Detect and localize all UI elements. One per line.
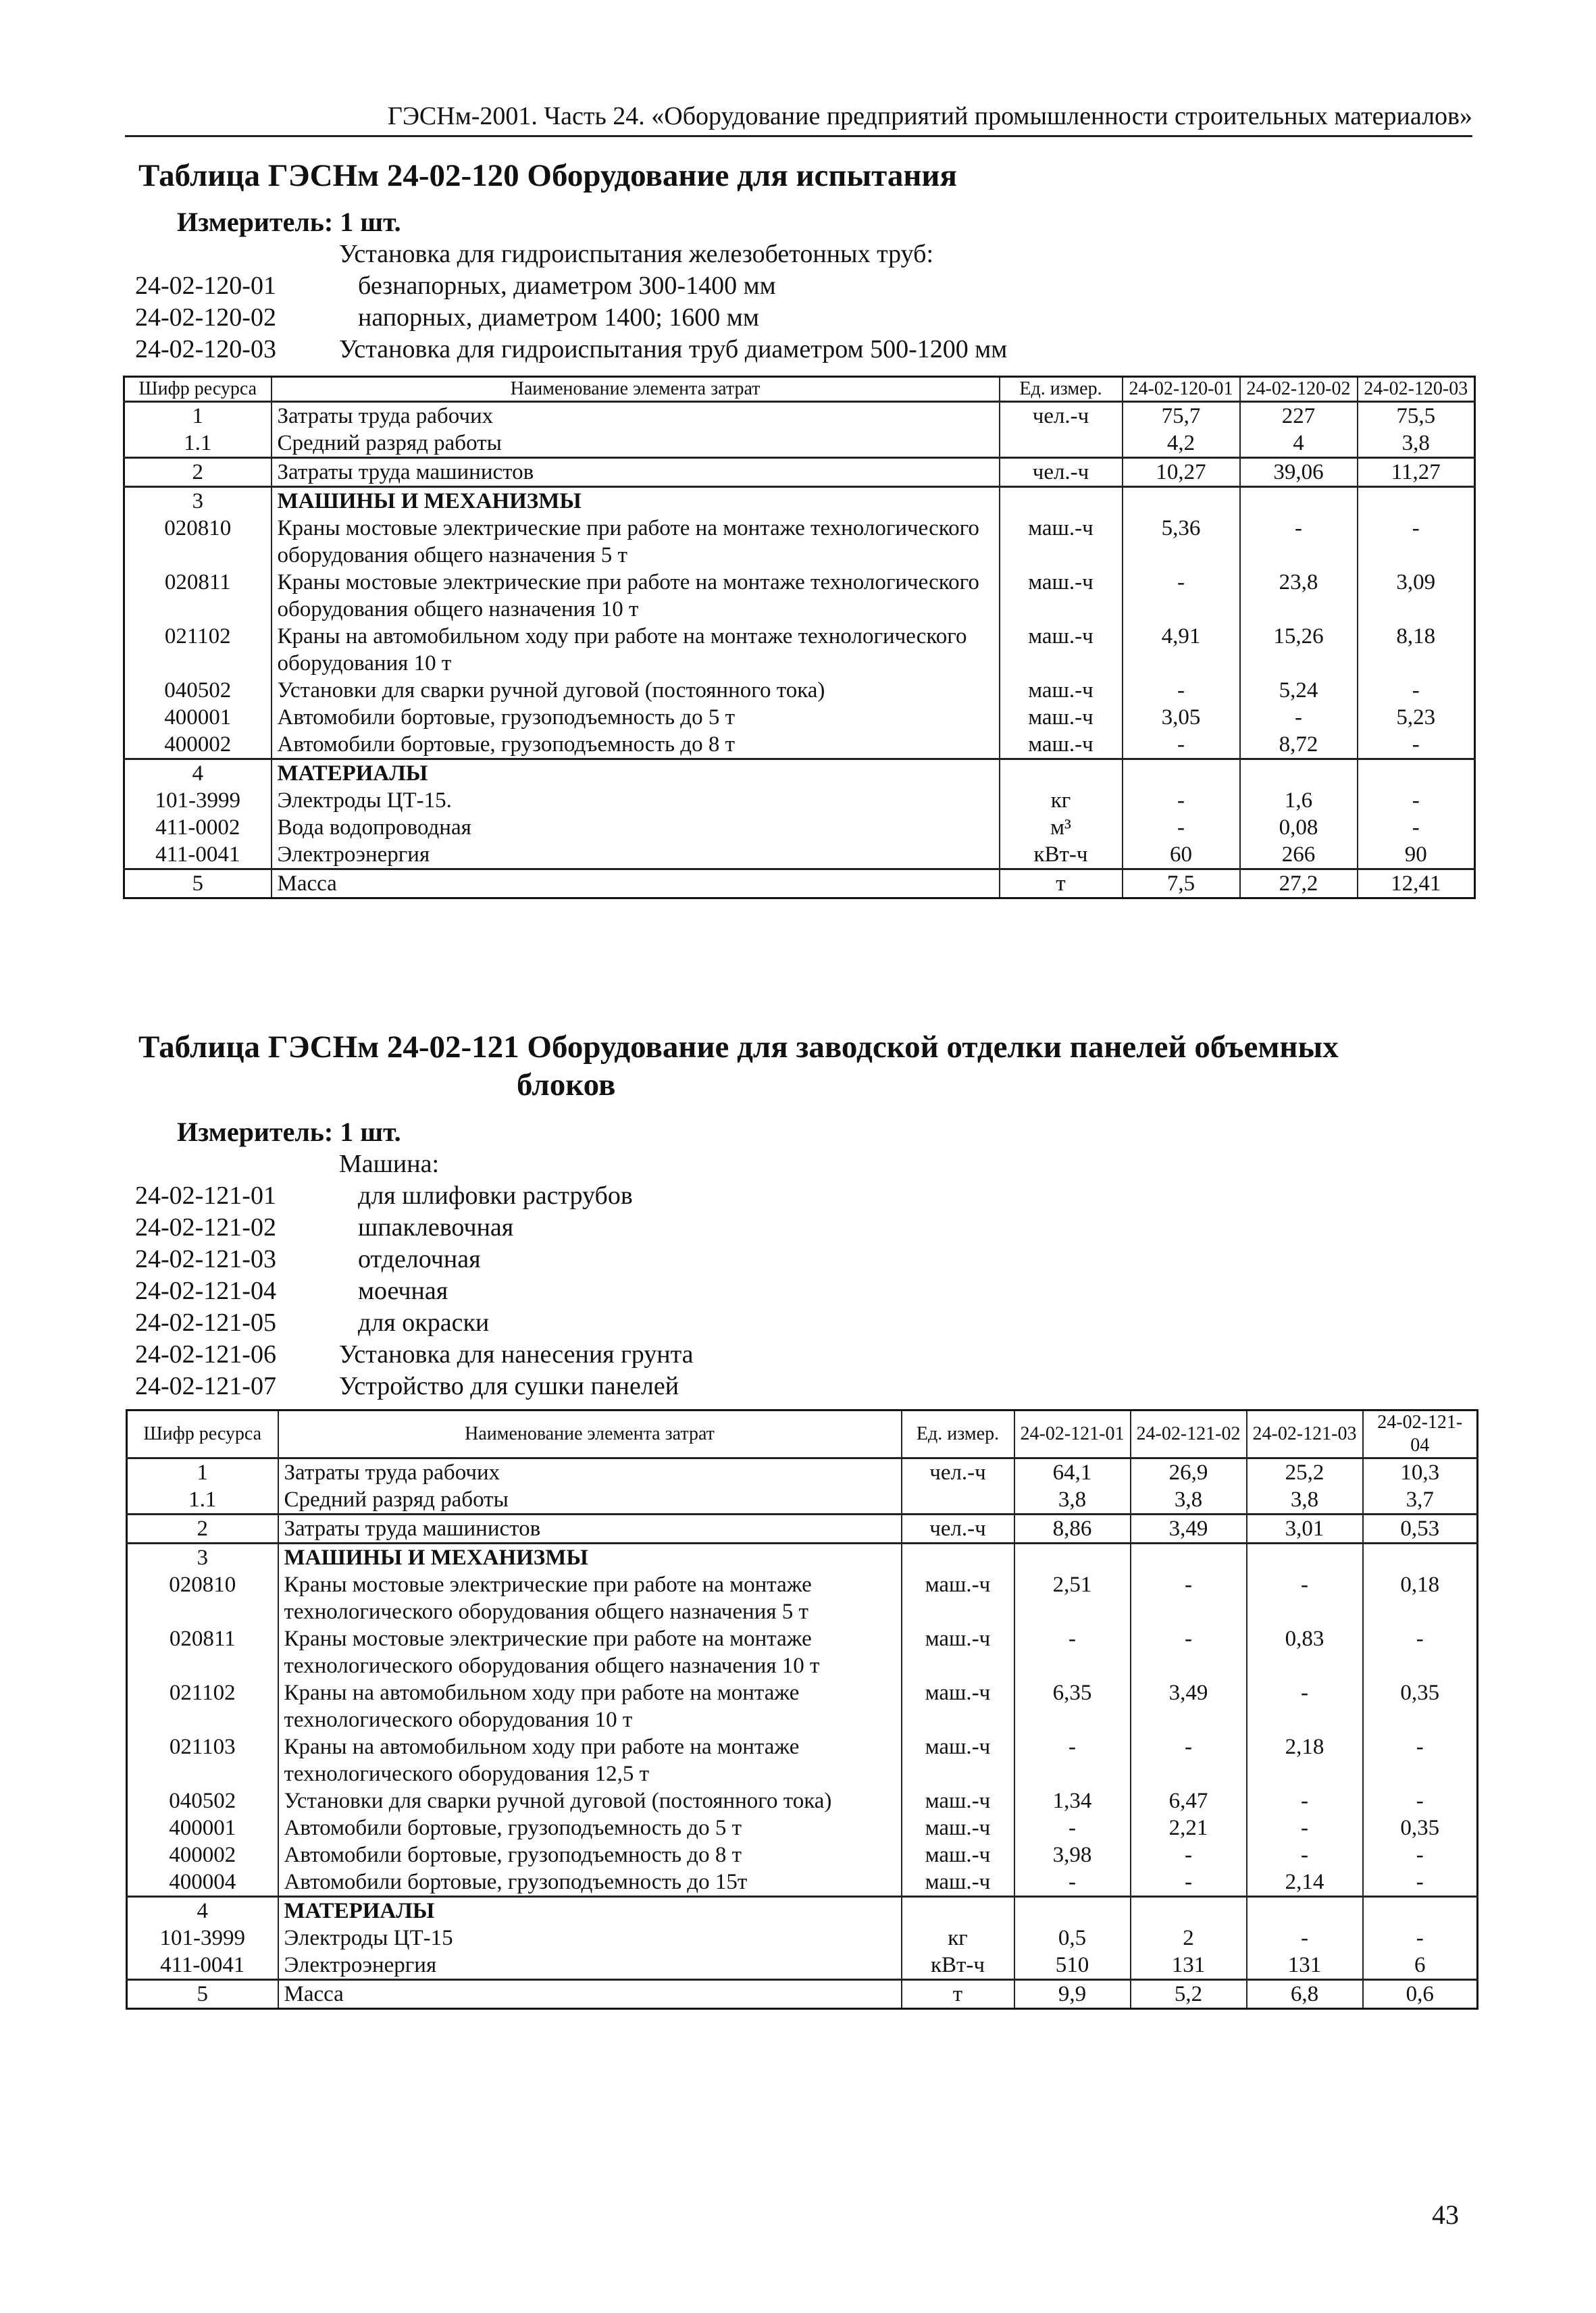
cell-unit: маш.-ч — [902, 1814, 1014, 1841]
cell-value: 75,7 — [1123, 402, 1240, 430]
cell-value: 3,7 — [1363, 1486, 1478, 1515]
cell-value: - — [1363, 1733, 1478, 1787]
cell-value: 5,2 — [1131, 1980, 1247, 2009]
header-col: 24-02-120-01 — [1123, 377, 1240, 402]
spec-line — [135, 1244, 1283, 1275]
cell-value — [1123, 487, 1240, 515]
cell-name: Вода водопроводная — [272, 814, 1000, 841]
cell-code: 4 — [124, 759, 272, 788]
header-col: 24-02-121-02 — [1131, 1410, 1247, 1458]
cell-code: 040502 — [127, 1787, 278, 1814]
cell-value: 0,35 — [1363, 1814, 1478, 1841]
cell-unit: м³ — [1000, 814, 1123, 841]
cell-value: - — [1240, 704, 1358, 731]
table-row — [124, 515, 1475, 569]
cell-value: 10,3 — [1363, 1458, 1478, 1487]
cell-value — [1363, 1544, 1478, 1572]
cell-value: - — [1123, 731, 1240, 759]
table-row — [124, 841, 1475, 869]
cell-code: 1 — [124, 402, 272, 430]
cell-code: 400001 — [127, 1814, 278, 1841]
cell-unit — [1000, 487, 1123, 515]
cell-value: - — [1014, 1869, 1131, 1897]
table-row — [127, 1787, 1478, 1814]
cell-value: 4 — [1240, 430, 1358, 458]
cell-name: Электроэнергия — [272, 841, 1000, 869]
cell-name: Автомобили бортовые, грузоподъемность до 15т — [278, 1869, 902, 1897]
table1-measurer: Измеритель: 1 шт. — [177, 207, 401, 237]
spec-text: Установка для нанесения грунта — [339, 1340, 694, 1369]
table2-title-line2: блоков — [517, 1067, 616, 1102]
cell-value — [1014, 1897, 1131, 1925]
page-number: 43 — [1432, 2200, 1459, 2230]
spec-text: Установка для гидроиспытания железобетонных труб: — [339, 240, 934, 268]
cell-value: 6,47 — [1131, 1787, 1247, 1814]
cell-name: Автомобили бортовые, грузоподъемность до 8 т — [272, 731, 1000, 759]
spec-text: моечная — [358, 1277, 448, 1305]
spec-line — [135, 1371, 1283, 1402]
spec-line — [135, 1180, 1283, 1212]
cell-value: 1,34 — [1014, 1787, 1131, 1814]
cell-name: Масса — [278, 1980, 902, 2009]
header-col: 24-02-121-01 — [1014, 1410, 1131, 1458]
cell-value: 3,8 — [1131, 1486, 1247, 1515]
cell-value — [1247, 1544, 1363, 1572]
cell-value — [1014, 1544, 1131, 1572]
table-row — [124, 814, 1475, 841]
cell-unit: кг — [1000, 787, 1123, 814]
cell-code: 400001 — [124, 704, 272, 731]
cell-value: 6 — [1363, 1952, 1478, 1980]
cell-value: 10,27 — [1123, 458, 1240, 487]
cell-unit — [902, 1544, 1014, 1572]
cell-value: 227 — [1240, 402, 1358, 430]
table-row — [127, 1841, 1478, 1869]
header-name: Наименование элемента затрат — [272, 377, 1000, 402]
table1-title: Таблица ГЭСНм 24-02-120 Оборудование для испытания — [138, 158, 957, 193]
cell-value: - — [1358, 515, 1475, 569]
cell-name: Установки для сварки ручной дуговой (постоянного тока) — [272, 677, 1000, 704]
cell-unit: маш.-ч — [1000, 623, 1123, 677]
cell-code: 1.1 — [127, 1486, 278, 1515]
cell-code: 021103 — [127, 1733, 278, 1787]
cell-unit: чел.-ч — [902, 1458, 1014, 1487]
cell-value: 3,8 — [1358, 430, 1475, 458]
table-row — [127, 1515, 1478, 1544]
table2-measurer: Измеритель: 1 шт. — [177, 1117, 401, 1147]
cell-name: Электроды ЦТ-15 — [278, 1925, 902, 1952]
table-row — [127, 1869, 1478, 1897]
cell-unit: маш.-ч — [902, 1787, 1014, 1814]
table-row — [124, 402, 1475, 430]
cell-value: 3,09 — [1358, 569, 1475, 623]
cell-value: 2,51 — [1014, 1571, 1131, 1625]
cell-value: - — [1131, 1869, 1247, 1897]
table-row — [127, 1679, 1478, 1733]
cell-value: - — [1123, 569, 1240, 623]
table-header-row — [127, 1410, 1478, 1458]
spec-code: 24-02-121-03 — [135, 1245, 276, 1273]
cell-value: - — [1358, 787, 1475, 814]
cell-unit: т — [902, 1980, 1014, 2009]
cell-value: 131 — [1247, 1952, 1363, 1980]
cell-value: - — [1131, 1571, 1247, 1625]
spec-code: 24-02-121-02 — [135, 1213, 276, 1242]
cell-value: 5,36 — [1123, 515, 1240, 569]
cell-value: 8,18 — [1358, 623, 1475, 677]
cell-value: 0,83 — [1247, 1625, 1363, 1679]
spec-code: 24-02-121-04 — [135, 1277, 276, 1305]
spec-line — [135, 238, 1283, 270]
cell-code: 411-0041 — [124, 841, 272, 869]
cell-value — [1131, 1897, 1247, 1925]
spec-code: 24-02-120-03 — [135, 335, 276, 363]
cell-code: 020811 — [124, 569, 272, 623]
cell-name: МАТЕРИАЛЫ — [272, 759, 1000, 788]
cell-code: 101-3999 — [127, 1925, 278, 1952]
cell-value — [1131, 1544, 1247, 1572]
cell-value: 27,2 — [1240, 869, 1358, 898]
cell-value: 0,18 — [1363, 1571, 1478, 1625]
spec-text: отделочная — [358, 1245, 481, 1273]
table-row — [124, 787, 1475, 814]
table-row — [127, 1458, 1478, 1487]
cell-value: 6,8 — [1247, 1980, 1363, 2009]
cell-code: 411-0041 — [127, 1952, 278, 1980]
cell-value: - — [1131, 1841, 1247, 1869]
cell-code: 021102 — [127, 1679, 278, 1733]
cell-code: 400004 — [127, 1869, 278, 1897]
table-row — [124, 487, 1475, 515]
cell-value: - — [1358, 814, 1475, 841]
cell-name: МАШИНЫ И МЕХАНИЗМЫ — [278, 1544, 902, 1572]
spec-line — [135, 334, 1283, 365]
spec-text: Установка для гидроиспытания труб диаметром 500-1200 мм — [339, 335, 1008, 363]
cell-name: Автомобили бортовые, грузоподъемность до 5 т — [272, 704, 1000, 731]
cell-value: 4,2 — [1123, 430, 1240, 458]
spec-text: безнапорных, диаметром 300-1400 мм — [358, 272, 776, 300]
cell-value: - — [1131, 1625, 1247, 1679]
header-col: 24-02-121-04 — [1363, 1410, 1478, 1458]
cell-value: 0,53 — [1363, 1515, 1478, 1544]
cell-value: 90 — [1358, 841, 1475, 869]
cell-value: - — [1014, 1814, 1131, 1841]
table2-title-line1: Таблица ГЭСНм 24-02-121 Оборудование для заводской отделки панелей объемных — [138, 1030, 1339, 1065]
cell-value — [1240, 487, 1358, 515]
header-unit: Ед. измер. — [1000, 377, 1123, 402]
cell-value: - — [1363, 1787, 1478, 1814]
cell-code: 040502 — [124, 677, 272, 704]
table1-spec-list — [135, 238, 1283, 365]
cell-value: 2,14 — [1247, 1869, 1363, 1897]
cell-value: 5,24 — [1240, 677, 1358, 704]
cell-value: 9,9 — [1014, 1980, 1131, 2009]
table-row — [127, 1952, 1478, 1980]
spec-line — [135, 1148, 1283, 1180]
header-name: Наименование элемента затрат — [278, 1410, 902, 1458]
spec-line — [135, 1339, 1283, 1371]
cell-code: 020810 — [124, 515, 272, 569]
cell-unit: кВт-ч — [902, 1952, 1014, 1980]
cell-name: Затраты труда машинистов — [278, 1515, 902, 1544]
cell-value: - — [1363, 1869, 1478, 1897]
table-row — [127, 1925, 1478, 1952]
cell-value: 3,8 — [1014, 1486, 1131, 1515]
cell-value: - — [1123, 677, 1240, 704]
cell-code: 3 — [124, 487, 272, 515]
cell-value: - — [1247, 1925, 1363, 1952]
cell-name: Электроэнергия — [278, 1952, 902, 1980]
table2-resources — [126, 1409, 1478, 2010]
cell-value: - — [1247, 1787, 1363, 1814]
cell-value: 4,91 — [1123, 623, 1240, 677]
cell-code: 1.1 — [124, 430, 272, 458]
cell-unit — [1000, 430, 1123, 458]
spec-text: напорных, диаметром 1400; 1600 мм — [358, 303, 759, 332]
table-row — [124, 458, 1475, 487]
cell-value: - — [1363, 1841, 1478, 1869]
spec-line — [135, 1307, 1283, 1339]
cell-name: Краны на автомобильном ходу при работе на монтаже технологического оборудования 12,5 т — [278, 1733, 902, 1787]
cell-name: Средний разряд работы — [278, 1486, 902, 1515]
cell-code: 2 — [124, 458, 272, 487]
cell-unit: кВт-ч — [1000, 841, 1123, 869]
cell-value: 2,21 — [1131, 1814, 1247, 1841]
cell-unit: маш.-ч — [1000, 704, 1123, 731]
cell-name: Затраты труда машинистов — [272, 458, 1000, 487]
cell-name: Электроды ЦТ-15. — [272, 787, 1000, 814]
spec-line — [135, 1275, 1283, 1307]
cell-unit: маш.-ч — [902, 1625, 1014, 1679]
spec-line — [135, 270, 1283, 302]
cell-code: 020810 — [127, 1571, 278, 1625]
cell-value: - — [1363, 1625, 1478, 1679]
table-row — [124, 430, 1475, 458]
cell-unit: маш.-ч — [902, 1869, 1014, 1897]
cell-value: 64,1 — [1014, 1458, 1131, 1487]
table-row — [127, 1897, 1478, 1925]
cell-value: - — [1123, 787, 1240, 814]
table-row — [124, 704, 1475, 731]
cell-value: 1,6 — [1240, 787, 1358, 814]
cell-unit — [902, 1897, 1014, 1925]
cell-value: 23,8 — [1240, 569, 1358, 623]
cell-code: 1 — [127, 1458, 278, 1487]
cell-code: 2 — [127, 1515, 278, 1544]
cell-value: - — [1014, 1625, 1131, 1679]
cell-unit — [1000, 759, 1123, 788]
cell-name: Краны на автомобильном ходу при работе на монтаже технологического оборудования 10 т — [278, 1679, 902, 1733]
cell-value: - — [1363, 1925, 1478, 1952]
cell-value: 15,26 — [1240, 623, 1358, 677]
spec-code: 24-02-121-07 — [135, 1372, 276, 1400]
spec-code: 24-02-121-05 — [135, 1308, 276, 1337]
cell-value — [1247, 1897, 1363, 1925]
cell-value: 0,35 — [1363, 1679, 1478, 1733]
cell-value: - — [1240, 515, 1358, 569]
spec-text: Машина: — [339, 1150, 440, 1178]
cell-unit: кг — [902, 1925, 1014, 1952]
cell-name: Краны мостовые электрические при работе на монтаже технологического оборудования общего назначения 5 т — [278, 1571, 902, 1625]
cell-value — [1358, 759, 1475, 788]
cell-value — [1358, 487, 1475, 515]
cell-value: 39,06 — [1240, 458, 1358, 487]
cell-value: 3,49 — [1131, 1679, 1247, 1733]
header-col: 24-02-121-03 — [1247, 1410, 1363, 1458]
cell-value: - — [1247, 1679, 1363, 1733]
cell-value — [1240, 759, 1358, 788]
cell-unit: чел.-ч — [902, 1515, 1014, 1544]
table2-spec-list — [135, 1148, 1283, 1402]
spec-code: 24-02-120-02 — [135, 303, 276, 332]
table1-resources — [123, 376, 1476, 899]
spec-text: для шлифовки раструбов — [358, 1181, 633, 1210]
spec-line — [135, 302, 1283, 334]
table-row — [124, 569, 1475, 623]
cell-value: 12,41 — [1358, 869, 1475, 898]
spec-text: для окраски — [358, 1308, 490, 1337]
cell-code: 5 — [127, 1980, 278, 2009]
cell-value — [1123, 759, 1240, 788]
cell-name: Краны мостовые электрические при работе на монтаже технологического оборудования общего назначения 10 т — [278, 1625, 902, 1679]
cell-unit: маш.-ч — [1000, 677, 1123, 704]
cell-code: 411-0002 — [124, 814, 272, 841]
cell-value: 6,35 — [1014, 1679, 1131, 1733]
table-row — [124, 759, 1475, 788]
cell-value: - — [1014, 1733, 1131, 1787]
cell-name: Краны мостовые электрические при работе на монтаже технологического оборудования общего назначения 5 т — [272, 515, 1000, 569]
cell-code: 3 — [127, 1544, 278, 1572]
cell-unit: чел.-ч — [1000, 458, 1123, 487]
cell-value: 8,86 — [1014, 1515, 1131, 1544]
spec-code: 24-02-121-06 — [135, 1340, 276, 1369]
cell-value: - — [1123, 814, 1240, 841]
cell-value: 3,98 — [1014, 1841, 1131, 1869]
cell-value: 3,8 — [1247, 1486, 1363, 1515]
cell-value: 5,23 — [1358, 704, 1475, 731]
cell-value: 2,18 — [1247, 1733, 1363, 1787]
cell-value: 3,05 — [1123, 704, 1240, 731]
cell-value: 2 — [1131, 1925, 1247, 1952]
cell-value: 3,49 — [1131, 1515, 1247, 1544]
cell-value: 75,5 — [1358, 402, 1475, 430]
table-row — [127, 1625, 1478, 1679]
table-row — [124, 869, 1475, 898]
running-header: ГЭСНм-2001. Часть 24. «Оборудование предприятий промышленности строительных материалов» — [125, 101, 1472, 137]
cell-value: 0,6 — [1363, 1980, 1478, 2009]
cell-value: 0,5 — [1014, 1925, 1131, 1952]
table-row — [124, 677, 1475, 704]
cell-code: 400002 — [124, 731, 272, 759]
cell-value: 25,2 — [1247, 1458, 1363, 1487]
cell-name: Установки для сварки ручной дуговой (постоянного тока) — [278, 1787, 902, 1814]
cell-code: 020811 — [127, 1625, 278, 1679]
header-col: 24-02-120-03 — [1358, 377, 1475, 402]
cell-code: 101-3999 — [124, 787, 272, 814]
cell-value: - — [1131, 1733, 1247, 1787]
cell-unit — [902, 1486, 1014, 1515]
cell-name: МАТЕРИАЛЫ — [278, 1897, 902, 1925]
header-col: 24-02-120-02 — [1240, 377, 1358, 402]
table-row — [124, 731, 1475, 759]
spec-line — [135, 1212, 1283, 1244]
cell-value: 26,9 — [1131, 1458, 1247, 1487]
cell-unit: маш.-ч — [902, 1571, 1014, 1625]
cell-code: 5 — [124, 869, 272, 898]
cell-name: Автомобили бортовые, грузоподъемность до 5 т — [278, 1814, 902, 1841]
cell-value: 7,5 — [1123, 869, 1240, 898]
cell-value: - — [1247, 1814, 1363, 1841]
table-row — [127, 1980, 1478, 2009]
cell-name: Затраты труда рабочих — [272, 402, 1000, 430]
cell-unit: маш.-ч — [902, 1679, 1014, 1733]
cell-value: 266 — [1240, 841, 1358, 869]
spec-code: 24-02-120-01 — [135, 272, 276, 300]
cell-unit: маш.-ч — [902, 1733, 1014, 1787]
cell-unit: маш.-ч — [1000, 515, 1123, 569]
cell-value: 0,08 — [1240, 814, 1358, 841]
cell-value: 131 — [1131, 1952, 1247, 1980]
table-row — [127, 1544, 1478, 1572]
cell-unit: чел.-ч — [1000, 402, 1123, 430]
table-row — [124, 623, 1475, 677]
cell-code: 400002 — [127, 1841, 278, 1869]
cell-name: Затраты труда рабочих — [278, 1458, 902, 1487]
cell-value: 11,27 — [1358, 458, 1475, 487]
cell-value — [1363, 1897, 1478, 1925]
spec-code: 24-02-121-01 — [135, 1181, 276, 1210]
cell-unit: маш.-ч — [1000, 569, 1123, 623]
cell-value: 3,01 — [1247, 1515, 1363, 1544]
cell-name: Масса — [272, 869, 1000, 898]
cell-name: МАШИНЫ И МЕХАНИЗМЫ — [272, 487, 1000, 515]
table-row — [127, 1814, 1478, 1841]
cell-name: Краны мостовые электрические при работе на монтаже технологического оборудования общего назначения 10 т — [272, 569, 1000, 623]
header-code: Шифр ресурса — [124, 377, 272, 402]
spec-text: шпаклевочная — [358, 1213, 514, 1242]
table-header-row — [124, 377, 1475, 402]
cell-value: 510 — [1014, 1952, 1131, 1980]
cell-name: Автомобили бортовые, грузоподъемность до 8 т — [278, 1841, 902, 1869]
cell-unit: маш.-ч — [902, 1841, 1014, 1869]
table-row — [127, 1486, 1478, 1515]
cell-value: 60 — [1123, 841, 1240, 869]
cell-value: - — [1247, 1841, 1363, 1869]
cell-unit: т — [1000, 869, 1123, 898]
table-row — [127, 1571, 1478, 1625]
table-row — [127, 1733, 1478, 1787]
cell-code: 4 — [127, 1897, 278, 1925]
cell-code: 021102 — [124, 623, 272, 677]
cell-name: Краны на автомобильном ходу при работе на монтаже технологического оборудования 10 т — [272, 623, 1000, 677]
cell-name: Средний разряд работы — [272, 430, 1000, 458]
header-unit: Ед. измер. — [902, 1410, 1014, 1458]
cell-value: - — [1247, 1571, 1363, 1625]
cell-value: - — [1358, 731, 1475, 759]
spec-text: Устройство для сушки панелей — [339, 1372, 679, 1400]
cell-value: - — [1358, 677, 1475, 704]
header-code: Шифр ресурса — [127, 1410, 278, 1458]
cell-unit: маш.-ч — [1000, 731, 1123, 759]
table2-title — [138, 1028, 1422, 1104]
cell-value: 8,72 — [1240, 731, 1358, 759]
